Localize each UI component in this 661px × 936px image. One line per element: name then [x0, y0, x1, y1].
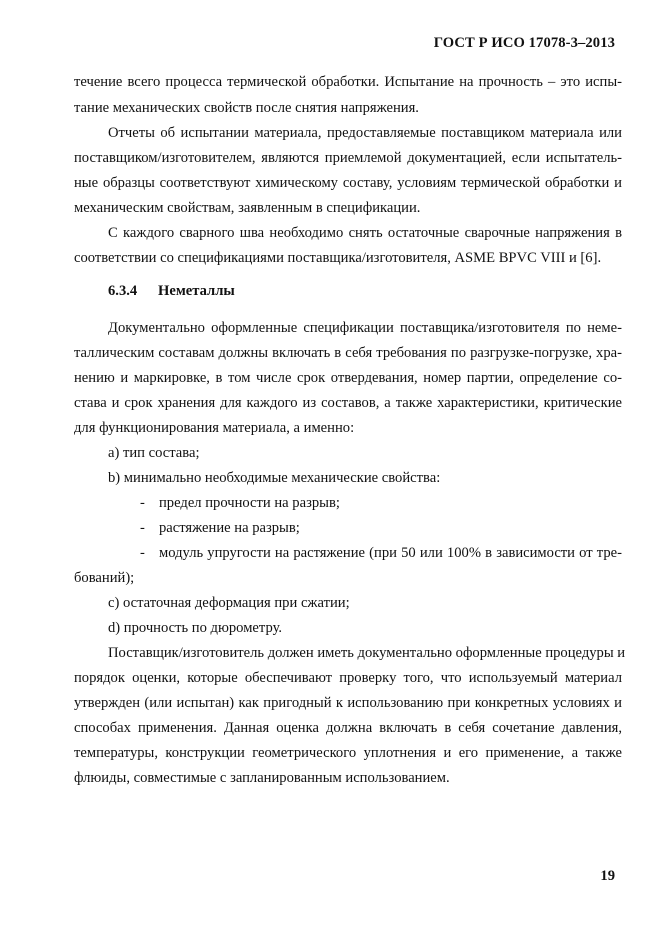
paragraph-line: става и срок хранения для каждого из составов, а также характеристики, критические	[74, 395, 622, 411]
standard-header: ГОСТ Р ИСО 17078-3–2013	[433, 35, 615, 51]
paragraph-line: механическим свойствам, заявленным в спецификации.	[74, 200, 421, 216]
sub-list-item-continuation: бований);	[74, 570, 135, 586]
section-title: Неметаллы	[158, 283, 235, 299]
paragraph-line: способах применения. Данная оценка должна включать в себя сочетание давления,	[74, 720, 622, 736]
page-number: 19	[600, 868, 615, 884]
list-item-a: a) тип состава;	[108, 445, 200, 461]
dash-marker: -	[140, 520, 145, 536]
dash-marker: -	[140, 495, 145, 511]
paragraph-line: утвержден (или испытан) как пригодный к использованию при конкретных условиях и	[74, 695, 622, 711]
section-heading	[108, 283, 235, 300]
dash-marker: -	[140, 545, 145, 561]
list-item-d: d) прочность по дюрометру.	[108, 620, 283, 636]
paragraph-line: таллическим составам должны включать в себя требования по разгрузке-погрузке, хра-	[74, 345, 622, 361]
sub-list-item: - модуль упругости на растяжение (при 50 или 100% в зависимости от тре-	[140, 545, 622, 561]
paragraph-line: Документально оформленные спецификации поставщика/изготовителя по неме-	[108, 320, 622, 336]
section-number: 6.3.4	[108, 283, 138, 299]
paragraph-line: порядок оценки, которые обеспечивают проверку того, что используемый материал	[74, 670, 622, 686]
list-item-c: c) остаточная деформация при сжатии;	[108, 595, 350, 611]
paragraph-line: поставщиком/изготовителем, являются приемлемой документацией, если испытатель-	[74, 150, 622, 166]
sub-list-item: - предел прочности на разрыв;	[140, 495, 340, 511]
list-item-b: b) минимально необходимые механические свойства:	[108, 470, 441, 486]
paragraph-line: С каждого сварного шва необходимо снять остаточные сварочные напряжения в	[108, 225, 622, 241]
paragraph-line: флюиды, совместимые с запланированным использованием.	[74, 770, 450, 786]
paragraph-line: Поставщик/изготовитель должен иметь документально оформленные процедуры и	[108, 645, 626, 661]
sub-list-item: - растяжение на разрыв;	[140, 520, 300, 536]
paragraph-line: температуры, конструкции геометрического уплотнения и его применение, а также	[74, 745, 622, 761]
paragraph-line: ные образцы соответствуют химическому составу, условиям термической обработки и	[74, 175, 622, 191]
paragraph-line: течение всего процесса термической обработки. Испытание на прочность – это испы-	[74, 74, 622, 90]
paragraph-line: Отчеты об испытании материала, предоставляемые поставщиком материала или	[108, 125, 622, 141]
paragraph-line: соответствии со спецификациями поставщика/изготовителя, ASME BPVC VIII и [6].	[74, 250, 602, 266]
paragraph-line: для функционирования материала, а именно:	[74, 420, 355, 436]
paragraph-line: нению и маркировке, в том числе срок отвердевания, номер партии, определение со-	[74, 370, 622, 386]
paragraph-line: тание механических свойств после снятия напряжения.	[74, 100, 419, 116]
